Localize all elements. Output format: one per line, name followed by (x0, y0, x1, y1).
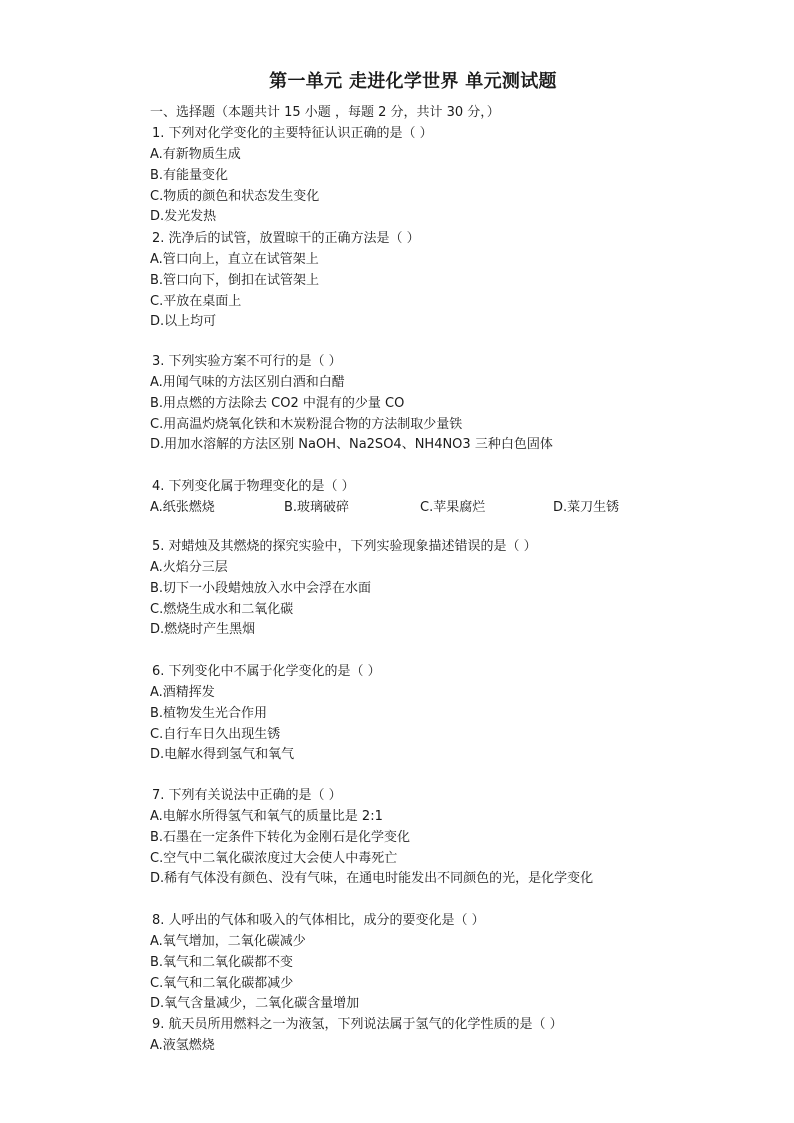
option-b: B.有能量变化 (150, 167, 229, 183)
question-title: 2. 洗净后的试管，放置晾干的正确方法是（ ） (152, 231, 420, 246)
option-c: C.苹果腐烂 (420, 500, 486, 515)
option-d: D.电解水得到氢气和氧气 (150, 747, 295, 763)
option-c: C.自行车日久出现生锈 (150, 726, 281, 742)
option-d: D.菜刀生锈 (553, 500, 620, 515)
question-title: 3. 下列实验方案不可行的是（ ） (152, 354, 342, 369)
option-d: D.用加水溶解的方法区别 NaOH、Na2SO4、NH4NO3 三种白色固体 (150, 437, 553, 453)
question-title: 6. 下列变化中不属于化学变化的是（ ） (152, 664, 381, 679)
question-title: 7. 下列有关说法中正确的是（ ） (152, 788, 342, 803)
section-heading: 一、选择题（本题共计 15 小题 ，每题 2 分，共计 30 分，） (150, 105, 500, 120)
option-a: A.电解水所得氢气和氧气的质量比是 2:1 (150, 809, 383, 824)
option-b: B.石墨在一定条件下转化为金刚石是化学变化 (150, 829, 411, 845)
option-a: A.液氢燃烧 (150, 1038, 215, 1053)
option-c: C.平放在桌面上 (150, 293, 242, 309)
question-4 (150, 478, 620, 520)
option-a: A.用闻气味的方法区别白酒和白醋 (150, 375, 345, 390)
question-1 (150, 125, 433, 229)
question-8 (150, 912, 485, 1016)
option-b: B.玻璃破碎 (284, 500, 350, 515)
option-d: D.稀有气体没有颜色、没有气味，在通电时能发出不同颜色的光，是化学变化 (150, 871, 594, 887)
option-c: C.氧气和二氧化碳都减少 (150, 975, 294, 991)
option-c: C.物质的颜色和状态发生变化 (150, 188, 320, 204)
option-d: D.氧气含量减少，二氧化碳含量增加 (150, 996, 360, 1012)
option-b: B.用点燃的方法除去 CO2 中混有的少量 CO (150, 395, 405, 411)
option-a: A.纸张燃烧 (150, 500, 215, 515)
question-2 (150, 230, 420, 334)
option-c: C.用高温灼烧氧化铁和木炭粉混合物的方法制取少量铁 (150, 416, 463, 432)
option-a: A.酒精挥发 (150, 685, 215, 700)
question-6 (150, 663, 381, 767)
question-5 (150, 538, 537, 642)
page-title: 第一单元 走进化学世界 单元测试题 (269, 71, 557, 92)
option-d: D.燃烧时产生黑烟 (150, 622, 256, 638)
question-9 (150, 1016, 563, 1058)
question-7 (150, 787, 593, 891)
option-a: A.管口向上，直立在试管架上 (150, 252, 319, 267)
question-title: 1. 下列对化学变化的主要特征认识正确的是（ ） (152, 126, 433, 141)
option-a: A.有新物质生成 (150, 147, 241, 162)
question-title: 8. 人呼出的气体和吸入的气体相比，成分的要变化是（ ） (152, 913, 485, 928)
options-row (150, 499, 620, 520)
option-c: C.空气中二氧化碳浓度过大会使人中毒死亡 (150, 850, 398, 866)
option-a: A.火焰分三层 (150, 560, 228, 575)
option-b: B.切下一小段蜡烛放入水中会浮在水面 (150, 580, 372, 596)
option-b: B.管口向下，倒扣在试管架上 (150, 272, 320, 288)
option-b: B.氧气和二氧化碳都不变 (150, 954, 294, 970)
question-3 (150, 353, 553, 457)
option-d: D.以上均可 (150, 314, 217, 330)
question-title: 4. 下列变化属于物理变化的是（ ） (152, 479, 355, 494)
question-title: 9. 航天员所用燃料之一为液氢，下列说法属于氢气的化学性质的是（ ） (152, 1017, 563, 1032)
question-title: 5. 对蜡烛及其燃烧的探究实验中，下列实验现象描述错误的是（ ） (152, 539, 537, 554)
option-b: B.植物发生光合作用 (150, 705, 268, 721)
option-d: D.发光发热 (150, 209, 217, 225)
option-a: A.氧气增加，二氧化碳减少 (150, 934, 306, 949)
option-c: C.燃烧生成水和二氧化碳 (150, 601, 294, 617)
